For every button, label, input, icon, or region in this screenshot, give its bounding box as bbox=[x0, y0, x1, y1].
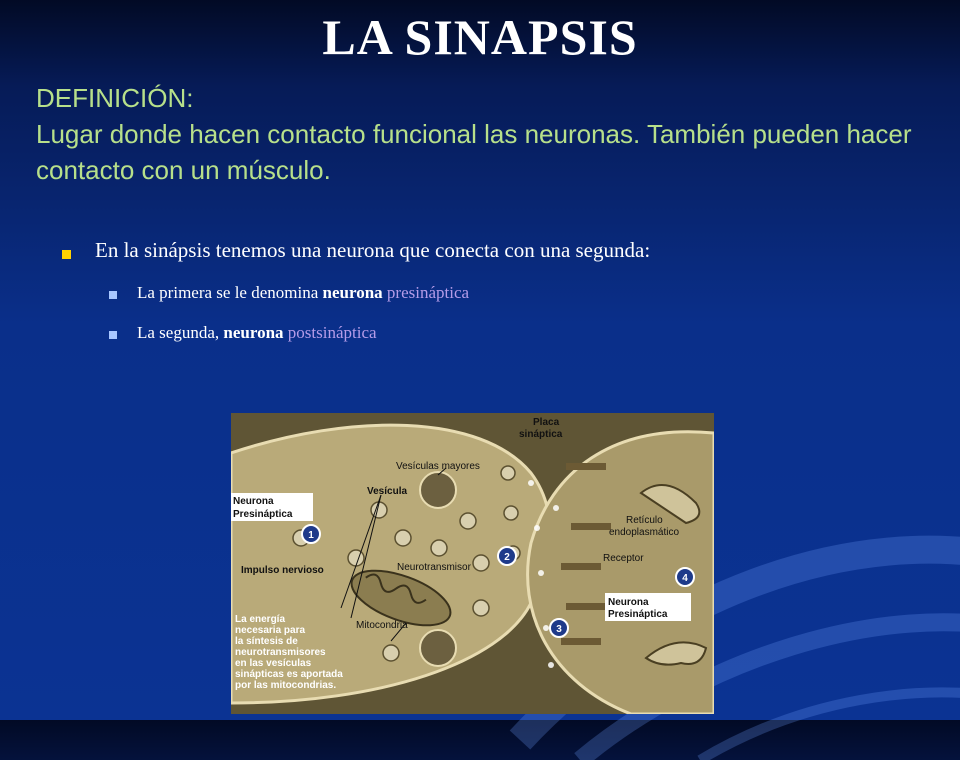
label-neurona-pre-1: Neurona bbox=[233, 496, 274, 507]
bullet-sub2-bold: neurona bbox=[223, 323, 284, 342]
bullet-list bbox=[60, 238, 920, 343]
label-vesiculas-mayores: Vesículas mayores bbox=[396, 461, 480, 472]
energia-line: neurotransmisores bbox=[235, 647, 326, 658]
bullet-sub-presinaptica bbox=[60, 283, 920, 303]
bullet-sub1-bold: neurona bbox=[322, 283, 383, 302]
large-vesicle bbox=[420, 630, 456, 666]
bullet-square-icon bbox=[62, 250, 71, 259]
label-placa: Placa bbox=[533, 417, 560, 428]
label-impulso: Impulso nervioso bbox=[241, 565, 324, 576]
definition-heading: DEFINICIÓN bbox=[36, 83, 187, 113]
energia-line: la síntesis de bbox=[235, 636, 298, 647]
bullet-square-icon bbox=[109, 331, 117, 339]
label-neurona-post-1: Neurona bbox=[608, 597, 649, 608]
label-neurona-post-2: Presináptica bbox=[608, 609, 668, 620]
svg-text:3: 3 bbox=[556, 624, 562, 635]
definition-colon: : bbox=[186, 83, 194, 113]
energia-line: necesaria para bbox=[235, 625, 306, 636]
bullet-main bbox=[60, 238, 920, 263]
bullet-sub1-prefix: La primera se le denomina bbox=[137, 283, 323, 302]
synapse-illustration bbox=[231, 413, 714, 714]
bullet-square-icon bbox=[109, 291, 117, 299]
energia-line: en las vesículas bbox=[235, 658, 312, 669]
label-sinaptica: sináptica bbox=[519, 429, 563, 440]
svg-text:1: 1 bbox=[308, 530, 314, 541]
marker-1 bbox=[302, 525, 320, 543]
synapse-diagram bbox=[231, 413, 714, 714]
energia-line: La energía bbox=[235, 614, 286, 625]
label-neurona-pre-2: Presináptica bbox=[233, 509, 293, 520]
large-vesicle bbox=[420, 472, 456, 508]
label-receptor: Receptor bbox=[603, 553, 644, 564]
bullet-sub2-accent: postsináptica bbox=[287, 323, 377, 342]
bullet-main-text: En la sinápsis tenemos una neurona que conecta con una segunda: bbox=[95, 238, 651, 262]
energia-line: por las mitocondrias. bbox=[235, 680, 337, 691]
marker-2 bbox=[498, 547, 516, 565]
marker-3 bbox=[550, 619, 568, 637]
bullet-sub1-accent: presináptica bbox=[386, 283, 470, 302]
bullet-sub2-prefix: La segunda, bbox=[137, 323, 224, 342]
definition-text: Lugar donde hacen contacto funcional las neuronas. También pueden hacer contacto con un músculo. bbox=[36, 119, 912, 185]
label-reticulo-2: endoplasmático bbox=[609, 527, 680, 538]
svg-text:4: 4 bbox=[682, 573, 688, 584]
svg-text:2: 2 bbox=[504, 552, 510, 563]
bullet-sub-postsinaptica bbox=[60, 323, 920, 343]
label-neurotransmisor: Neurotransmisor bbox=[397, 562, 471, 573]
label-reticulo-1: Retículo bbox=[626, 515, 663, 526]
definition-block bbox=[36, 80, 936, 188]
energia-line: sinápticas es aportada bbox=[235, 669, 343, 680]
label-mitocondria: Mitocondria bbox=[356, 620, 408, 631]
slide-title: LA SINAPSIS bbox=[322, 9, 638, 65]
label-vesicula: Vesícula bbox=[367, 486, 408, 497]
marker-4 bbox=[676, 568, 694, 586]
